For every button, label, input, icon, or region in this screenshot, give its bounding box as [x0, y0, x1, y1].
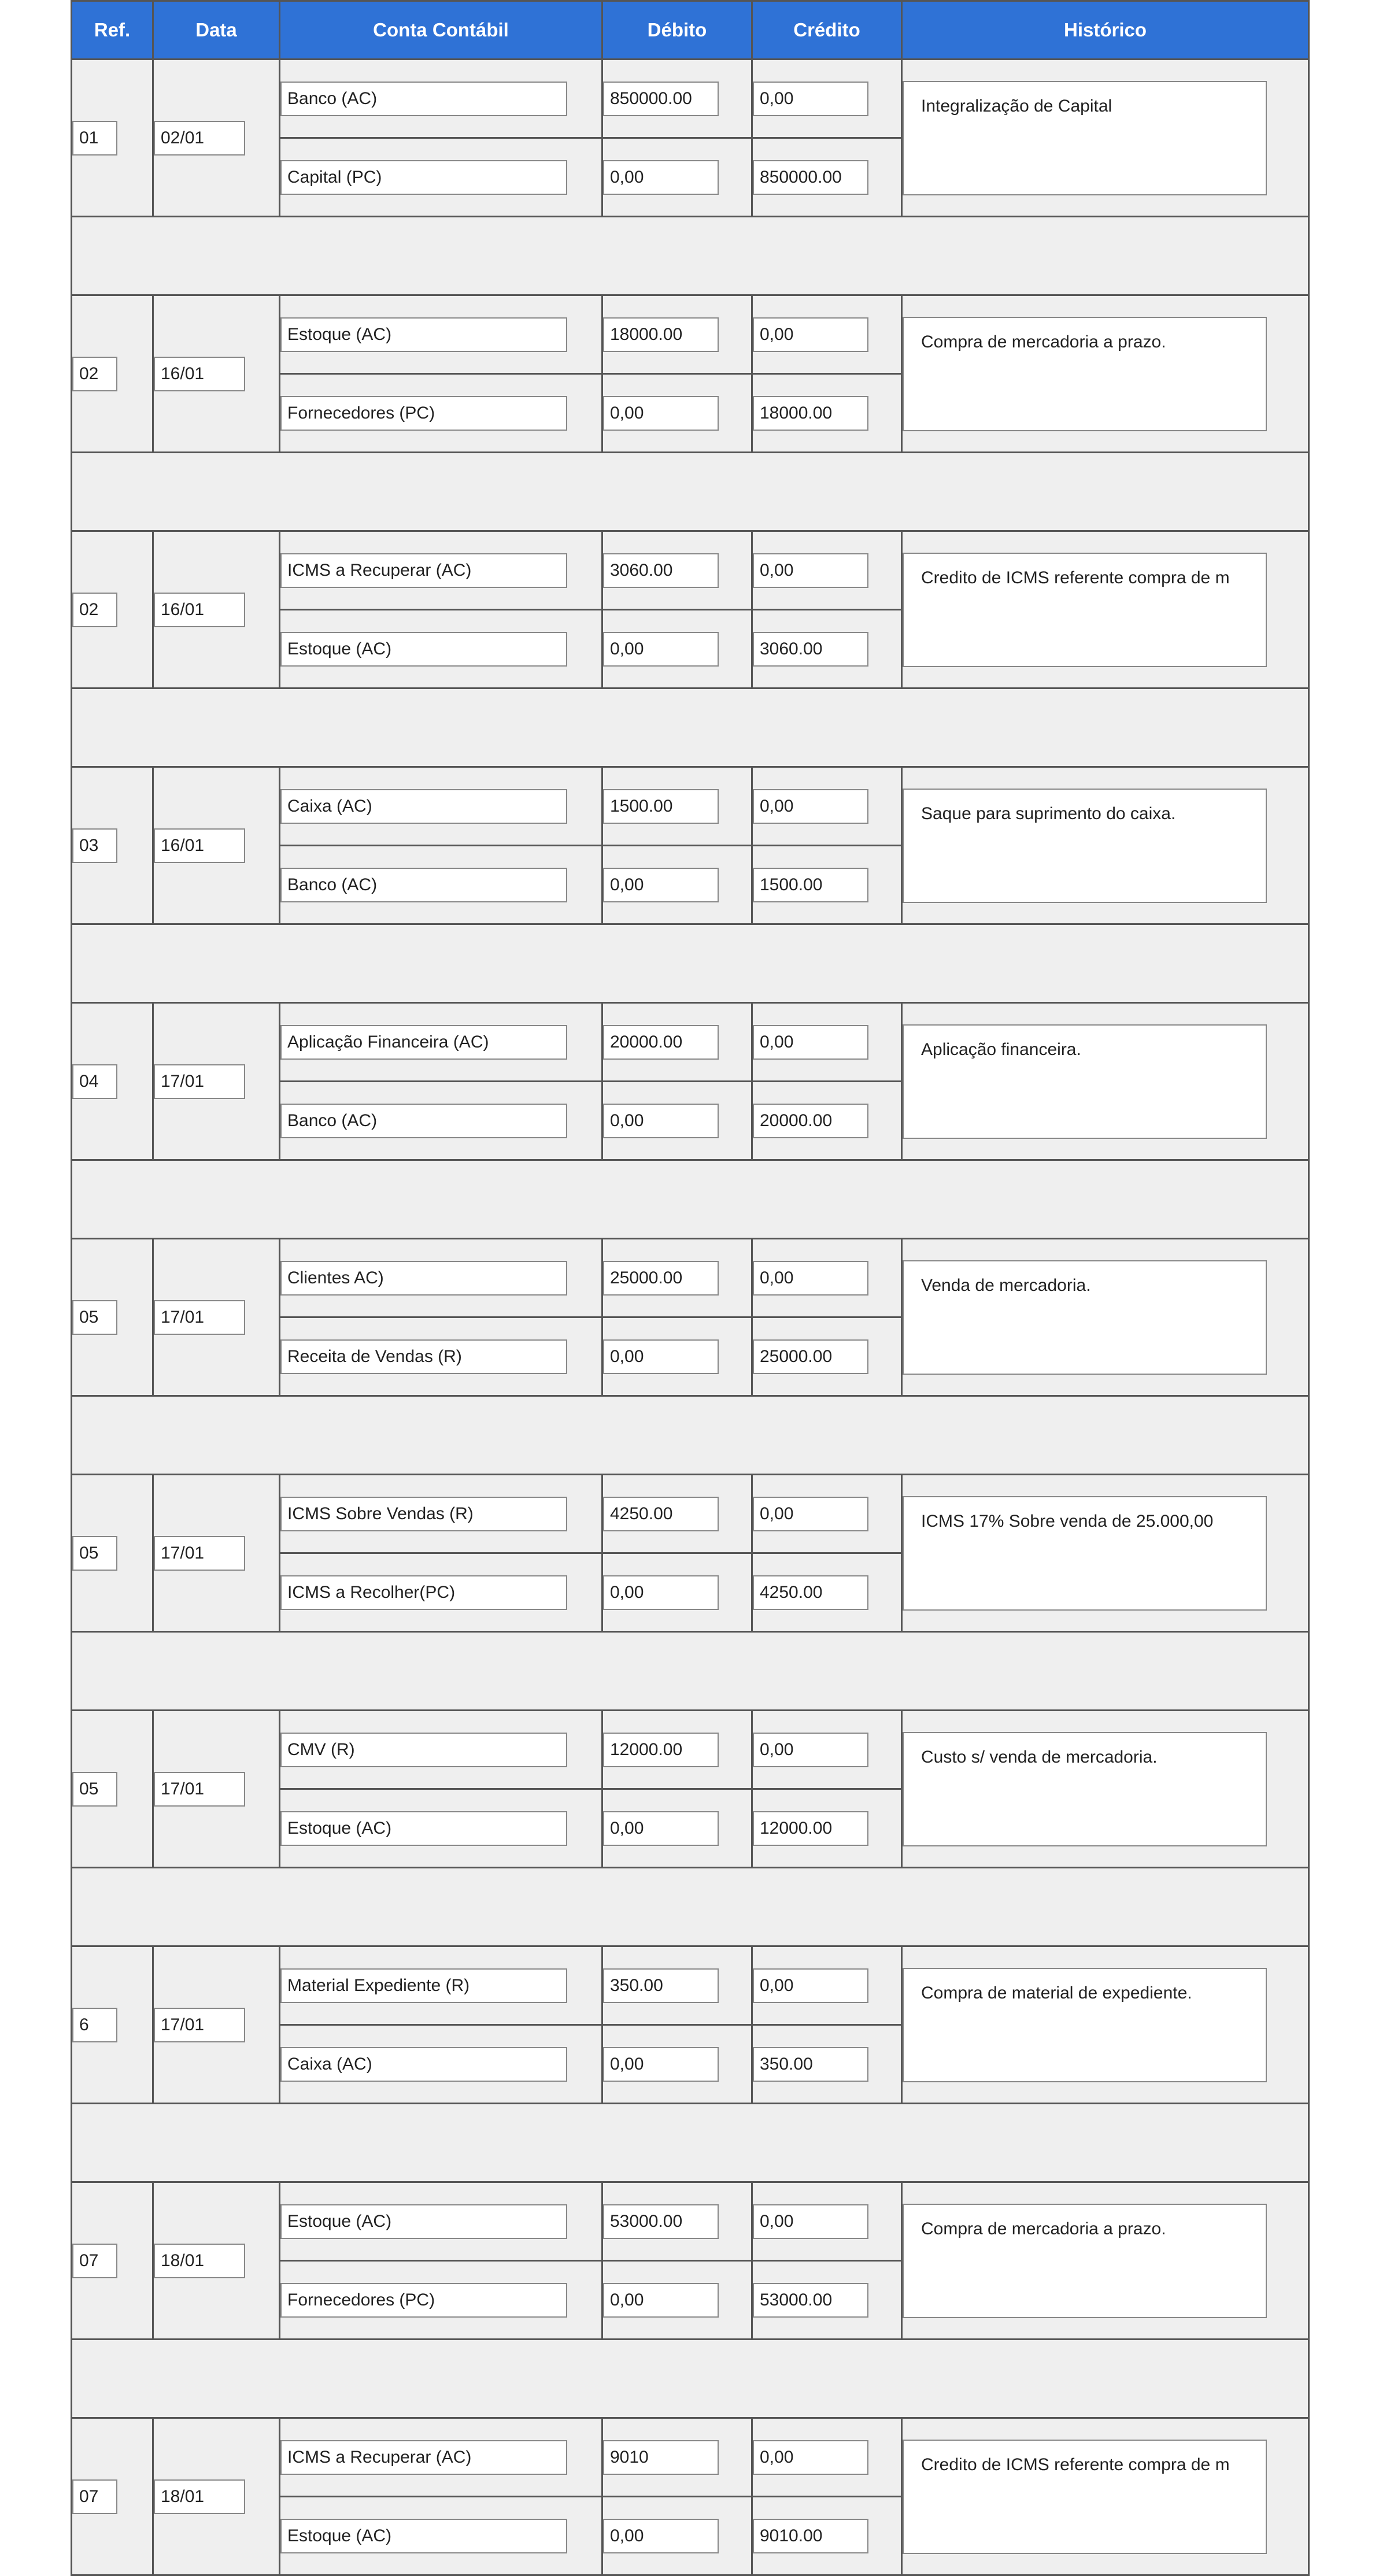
- date-cell: [153, 767, 280, 924]
- entry-separator: [72, 1396, 1309, 1475]
- date-field[interactable]: 17/01: [154, 1536, 245, 1571]
- credit-line-debit-field[interactable]: 0,00: [603, 868, 719, 902]
- debit-account-cell: [280, 2182, 602, 2261]
- history-cell: [902, 295, 1309, 453]
- date-field[interactable]: 17/01: [154, 2008, 245, 2042]
- credit-account-cell: [280, 610, 602, 689]
- debit-line-debit-field[interactable]: 1500.00: [603, 789, 719, 824]
- debit-line-debit-field[interactable]: 3060.00: [603, 553, 719, 588]
- history-cell: [902, 531, 1309, 689]
- debit-line-debit-field[interactable]: 25000.00: [603, 1261, 719, 1296]
- credit-line-credit-cell: [752, 610, 902, 689]
- credit-account-field[interactable]: Banco (AC): [280, 1104, 567, 1138]
- credit-line-credit-field[interactable]: 18000.00: [753, 396, 868, 431]
- history-field[interactable]: Credito de ICMS referente compra de m: [903, 553, 1267, 667]
- header-debit: Débito: [602, 1, 752, 60]
- credit-line-credit-field[interactable]: 3060.00: [753, 632, 868, 667]
- ref-field[interactable]: 05: [72, 1536, 117, 1571]
- credit-account-field[interactable]: Banco (AC): [280, 868, 567, 902]
- separator-bar: [72, 453, 1309, 531]
- debit-line-debit-cell: [602, 1239, 752, 1317]
- history-field[interactable]: Aplicação financeira.: [903, 1024, 1267, 1139]
- debit-line-debit-field[interactable]: 850000.00: [603, 82, 719, 116]
- ref-field[interactable]: 02: [72, 593, 117, 627]
- separator-bar: [72, 1160, 1309, 1239]
- date-field[interactable]: 17/01: [154, 1300, 245, 1335]
- ref-cell: [72, 295, 153, 453]
- entry-row-debit: [72, 60, 1309, 138]
- date-cell: [153, 1003, 280, 1160]
- journal-entries-sheet: [71, 0, 1308, 2576]
- credit-line-debit-field[interactable]: 0,00: [603, 2283, 719, 2318]
- debit-line-debit-cell: [602, 1711, 752, 1789]
- entry-row-debit: [72, 1711, 1309, 1789]
- history-cell: [902, 767, 1309, 924]
- debit-line-debit-field[interactable]: 9010: [603, 2440, 719, 2475]
- debit-line-debit-cell: [602, 531, 752, 610]
- credit-line-debit-cell: [602, 2261, 752, 2340]
- debit-line-credit-field[interactable]: 0,00: [753, 553, 868, 588]
- entry-separator: [72, 2104, 1309, 2182]
- entry-row-debit: [72, 2418, 1309, 2497]
- ref-cell: [72, 1711, 153, 1868]
- header-credit: Crédito: [752, 1, 902, 60]
- ref-field[interactable]: 04: [72, 1064, 117, 1099]
- credit-account-field[interactable]: Fornecedores (PC): [280, 2283, 567, 2318]
- debit-line-debit-cell: [602, 2182, 752, 2261]
- separator-bar: [72, 2104, 1309, 2182]
- debit-account-cell: [280, 1003, 602, 1082]
- ref-cell: [72, 2182, 153, 2340]
- credit-line-credit-cell: [752, 1553, 902, 1632]
- separator-bar: [72, 689, 1309, 767]
- date-cell: [153, 1711, 280, 1868]
- credit-line-debit-field[interactable]: 0,00: [603, 1339, 719, 1374]
- entry-row-debit: [72, 1239, 1309, 1317]
- ref-field[interactable]: 05: [72, 1300, 117, 1335]
- history-field[interactable]: Compra de mercadoria a prazo.: [903, 317, 1267, 431]
- debit-line-credit-cell: [752, 1946, 902, 2025]
- debit-line-credit-cell: [752, 2182, 902, 2261]
- debit-account-field[interactable]: Material Expediente (R): [280, 1968, 567, 2003]
- debit-line-credit-field[interactable]: 0,00: [753, 1733, 868, 1767]
- debit-line-credit-field[interactable]: 0,00: [753, 1497, 868, 1531]
- entry-separator: [72, 453, 1309, 531]
- date-cell: [153, 2182, 280, 2340]
- credit-line-credit-field[interactable]: 12000.00: [753, 1811, 868, 1846]
- ref-field[interactable]: 01: [72, 121, 117, 156]
- debit-account-field[interactable]: ICMS Sobre Vendas (R): [280, 1497, 567, 1531]
- debit-line-credit-field[interactable]: 0,00: [753, 1261, 868, 1296]
- credit-line-debit-cell: [602, 2025, 752, 2104]
- credit-account-field[interactable]: ICMS a Recolher(PC): [280, 1575, 567, 1610]
- credit-line-credit-cell: [752, 1789, 902, 1868]
- entry-separator: [72, 2340, 1309, 2418]
- debit-account-cell: [280, 1239, 602, 1317]
- debit-line-debit-cell: [602, 2418, 752, 2497]
- credit-line-debit-field[interactable]: 0,00: [603, 2519, 719, 2553]
- credit-line-credit-cell: [752, 374, 902, 453]
- debit-line-credit-cell: [752, 767, 902, 846]
- debit-line-debit-field[interactable]: 18000.00: [603, 317, 719, 352]
- credit-line-credit-cell: [752, 1082, 902, 1160]
- credit-line-credit-field[interactable]: 25000.00: [753, 1339, 868, 1374]
- history-field[interactable]: Integralização de Capital: [903, 81, 1267, 195]
- history-cell: [902, 1003, 1309, 1160]
- debit-line-credit-field[interactable]: 0,00: [753, 1968, 868, 2003]
- separator-bar: [72, 217, 1309, 295]
- credit-account-field[interactable]: Fornecedores (PC): [280, 396, 567, 431]
- debit-line-credit-field[interactable]: 0,00: [753, 1025, 868, 1060]
- ref-cell: [72, 531, 153, 689]
- credit-line-debit-cell: [602, 846, 752, 924]
- debit-line-debit-cell: [602, 767, 752, 846]
- header-row: [72, 1, 1309, 60]
- debit-account-field[interactable]: CMV (R): [280, 1733, 567, 1767]
- history-field[interactable]: Compra de mercadoria a prazo.: [903, 2204, 1267, 2318]
- entry-separator: [72, 1632, 1309, 1711]
- ref-field[interactable]: 6: [72, 2008, 117, 2042]
- credit-line-debit-field[interactable]: 0,00: [603, 2047, 719, 2082]
- entry-row-debit: [72, 295, 1309, 374]
- debit-line-credit-cell: [752, 60, 902, 138]
- credit-account-cell: [280, 2497, 602, 2575]
- credit-line-credit-cell: [752, 2261, 902, 2340]
- entry-separator: [72, 1160, 1309, 1239]
- debit-account-cell: [280, 295, 602, 374]
- credit-line-debit-field[interactable]: 0,00: [603, 160, 719, 195]
- debit-line-debit-field[interactable]: 12000.00: [603, 1733, 719, 1767]
- header-date: Data: [153, 1, 280, 60]
- history-cell: [902, 1239, 1309, 1396]
- credit-line-debit-field[interactable]: 0,00: [603, 396, 719, 431]
- debit-line-debit-field[interactable]: 4250.00: [603, 1497, 719, 1531]
- credit-account-field[interactable]: Caixa (AC): [280, 2047, 567, 2082]
- debit-line-credit-field[interactable]: 0,00: [753, 2204, 868, 2239]
- debit-account-cell: [280, 1475, 602, 1553]
- debit-account-field[interactable]: Banco (AC): [280, 82, 567, 116]
- date-field[interactable]: 18/01: [154, 2244, 245, 2278]
- credit-line-credit-field[interactable]: 20000.00: [753, 1104, 868, 1138]
- debit-account-field[interactable]: Aplicação Financeira (AC): [280, 1025, 567, 1060]
- credit-line-debit-cell: [602, 610, 752, 689]
- debit-line-credit-cell: [752, 531, 902, 610]
- history-field[interactable]: Compra de material de expediente.: [903, 1968, 1267, 2082]
- credit-account-field[interactable]: Estoque (AC): [280, 1811, 567, 1846]
- ref-cell: [72, 60, 153, 217]
- credit-line-debit-cell: [602, 1789, 752, 1868]
- debit-line-credit-field[interactable]: 0,00: [753, 317, 868, 352]
- credit-line-credit-field[interactable]: 4250.00: [753, 1575, 868, 1610]
- debit-account-cell: [280, 2418, 602, 2497]
- credit-line-credit-field[interactable]: 1500.00: [753, 868, 868, 902]
- history-cell: [902, 60, 1309, 217]
- history-field[interactable]: Credito de ICMS referente compra de m: [903, 2440, 1267, 2554]
- date-field[interactable]: 02/01: [154, 121, 245, 156]
- ref-field[interactable]: 05: [72, 1772, 117, 1807]
- credit-account-cell: [280, 374, 602, 453]
- debit-line-debit-cell: [602, 295, 752, 374]
- debit-account-field[interactable]: Estoque (AC): [280, 317, 567, 352]
- debit-account-field[interactable]: Clientes AC): [280, 1261, 567, 1296]
- history-field[interactable]: Custo s/ venda de mercadoria.: [903, 1732, 1267, 1846]
- credit-line-debit-field[interactable]: 0,00: [603, 1575, 719, 1610]
- ref-field[interactable]: 07: [72, 2244, 117, 2278]
- history-field[interactable]: Venda de mercadoria.: [903, 1260, 1267, 1375]
- date-cell: [153, 531, 280, 689]
- journal-body: [72, 60, 1309, 2575]
- ref-cell: [72, 1003, 153, 1160]
- date-cell: [153, 295, 280, 453]
- date-cell: [153, 60, 280, 217]
- ref-cell: [72, 2418, 153, 2575]
- credit-line-credit-field[interactable]: 53000.00: [753, 2283, 868, 2318]
- debit-line-credit-cell: [752, 2418, 902, 2497]
- debit-line-debit-field[interactable]: 20000.00: [603, 1025, 719, 1060]
- history-cell: [902, 1946, 1309, 2104]
- debit-line-debit-cell: [602, 1946, 752, 2025]
- entry-separator: [72, 1868, 1309, 1946]
- credit-account-cell: [280, 1553, 602, 1632]
- credit-line-credit-field[interactable]: 9010.00: [753, 2519, 868, 2553]
- debit-line-credit-field[interactable]: 0,00: [753, 82, 868, 116]
- debit-line-debit-field[interactable]: 350.00: [603, 1968, 719, 2003]
- debit-line-credit-cell: [752, 1711, 902, 1789]
- credit-line-credit-cell: [752, 846, 902, 924]
- entry-row-debit: [72, 531, 1309, 610]
- debit-line-debit-cell: [602, 60, 752, 138]
- entry-separator: [72, 689, 1309, 767]
- debit-account-field[interactable]: ICMS a Recuperar (AC): [280, 2440, 567, 2475]
- ref-field[interactable]: 02: [72, 357, 117, 391]
- credit-account-cell: [280, 2261, 602, 2340]
- entry-row-debit: [72, 1946, 1309, 2025]
- credit-line-debit-cell: [602, 374, 752, 453]
- credit-account-cell: [280, 846, 602, 924]
- credit-line-debit-cell: [602, 1317, 752, 1396]
- ref-field[interactable]: 03: [72, 828, 117, 863]
- separator-bar: [72, 1868, 1309, 1946]
- date-field[interactable]: 16/01: [154, 828, 245, 863]
- entry-row-debit: [72, 2182, 1309, 2261]
- debit-line-credit-cell: [752, 295, 902, 374]
- credit-line-credit-cell: [752, 2497, 902, 2575]
- date-cell: [153, 2418, 280, 2575]
- date-cell: [153, 1946, 280, 2104]
- header-account: Conta Contábil: [280, 1, 602, 60]
- debit-line-credit-cell: [752, 1475, 902, 1553]
- debit-line-debit-cell: [602, 1475, 752, 1553]
- debit-line-debit-field[interactable]: 53000.00: [603, 2204, 719, 2239]
- credit-line-credit-field[interactable]: 350.00: [753, 2047, 868, 2082]
- header-history: Histórico: [902, 1, 1309, 60]
- separator-bar: [72, 2340, 1309, 2418]
- history-cell: [902, 1475, 1309, 1632]
- debit-account-cell: [280, 1946, 602, 2025]
- credit-line-debit-field[interactable]: 0,00: [603, 632, 719, 667]
- debit-account-cell: [280, 767, 602, 846]
- entry-row-debit: [72, 1475, 1309, 1553]
- credit-account-cell: [280, 2025, 602, 2104]
- debit-account-cell: [280, 60, 602, 138]
- header-ref: Ref.: [72, 1, 153, 60]
- debit-account-cell: [280, 1711, 602, 1789]
- history-field[interactable]: Saque para suprimento do caixa.: [903, 789, 1267, 903]
- ref-cell: [72, 767, 153, 924]
- journal-table: [71, 0, 1310, 2576]
- separator-bar: [72, 924, 1309, 1003]
- ref-cell: [72, 1239, 153, 1396]
- debit-line-credit-field[interactable]: 0,00: [753, 2440, 868, 2475]
- ref-cell: [72, 1475, 153, 1632]
- credit-line-debit-field[interactable]: 0,00: [603, 1104, 719, 1138]
- debit-line-credit-cell: [752, 1239, 902, 1317]
- credit-account-cell: [280, 1082, 602, 1160]
- entry-row-debit: [72, 1003, 1309, 1082]
- credit-account-cell: [280, 138, 602, 217]
- debit-account-field[interactable]: ICMS a Recuperar (AC): [280, 553, 567, 588]
- history-cell: [902, 2418, 1309, 2575]
- entry-separator: [72, 217, 1309, 295]
- credit-line-debit-cell: [602, 1082, 752, 1160]
- date-field[interactable]: 17/01: [154, 1064, 245, 1099]
- debit-account-cell: [280, 531, 602, 610]
- date-field[interactable]: 16/01: [154, 357, 245, 391]
- credit-line-debit-cell: [602, 1553, 752, 1632]
- credit-account-cell: [280, 1789, 602, 1868]
- separator-bar: [72, 1632, 1309, 1711]
- date-field[interactable]: 16/01: [154, 593, 245, 627]
- credit-account-field[interactable]: Estoque (AC): [280, 632, 567, 667]
- credit-account-cell: [280, 1317, 602, 1396]
- debit-line-credit-cell: [752, 1003, 902, 1082]
- history-cell: [902, 1711, 1309, 1868]
- credit-line-debit-field[interactable]: 0,00: [603, 1811, 719, 1846]
- debit-line-debit-cell: [602, 1003, 752, 1082]
- ref-cell: [72, 1946, 153, 2104]
- credit-line-credit-field[interactable]: 850000.00: [753, 160, 868, 195]
- date-cell: [153, 1239, 280, 1396]
- credit-line-credit-cell: [752, 2025, 902, 2104]
- entry-row-debit: [72, 767, 1309, 846]
- credit-line-credit-cell: [752, 138, 902, 217]
- debit-account-field[interactable]: Caixa (AC): [280, 789, 567, 824]
- credit-account-field[interactable]: Receita de Vendas (R): [280, 1339, 567, 1374]
- separator-bar: [72, 1396, 1309, 1475]
- credit-line-debit-cell: [602, 2497, 752, 2575]
- ref-field[interactable]: 07: [72, 2479, 117, 2514]
- credit-line-debit-cell: [602, 138, 752, 217]
- date-field[interactable]: 17/01: [154, 1772, 245, 1807]
- history-cell: [902, 2182, 1309, 2340]
- debit-account-field[interactable]: Estoque (AC): [280, 2204, 567, 2239]
- history-field[interactable]: ICMS 17% Sobre venda de 25.000,00: [903, 1496, 1267, 1611]
- date-field[interactable]: 18/01: [154, 2479, 245, 2514]
- credit-account-field[interactable]: Estoque (AC): [280, 2519, 567, 2553]
- credit-account-field[interactable]: Capital (PC): [280, 160, 567, 195]
- entry-separator: [72, 924, 1309, 1003]
- credit-line-credit-cell: [752, 1317, 902, 1396]
- debit-line-credit-field[interactable]: 0,00: [753, 789, 868, 824]
- date-cell: [153, 1475, 280, 1632]
